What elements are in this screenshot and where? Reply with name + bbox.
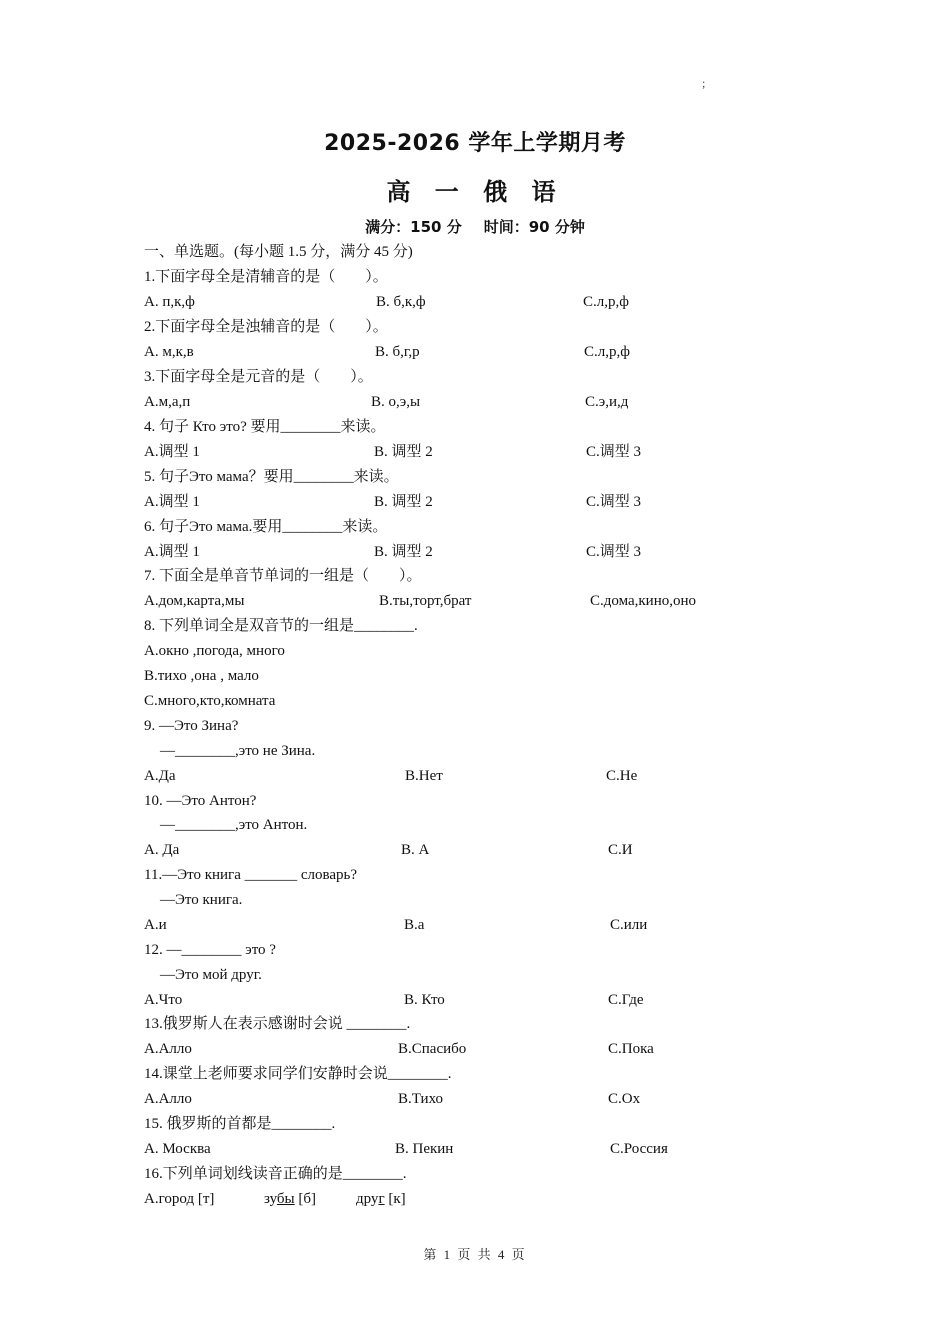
option-a: A. м,к,в <box>144 344 194 360</box>
option-c: C.или <box>610 917 648 933</box>
option-b: B.Нет <box>405 768 443 784</box>
question-stem: 4. 句子 Кто это? 要用________来读。 <box>144 419 386 435</box>
option-b: B. 调型 2 <box>374 544 433 560</box>
option-b: B.ты,торт,брат <box>379 593 472 609</box>
word-base: зу <box>264 1191 277 1207</box>
option-c: C.Где <box>608 992 644 1008</box>
option-c: C.Пока <box>608 1041 654 1057</box>
question-stem: 9. —Это Зина? <box>144 718 239 734</box>
question-reply: —________,это не Зина. <box>160 743 316 759</box>
option-a: A.и <box>144 917 167 933</box>
option-c: C.调型 3 <box>586 444 642 460</box>
option-b: B.а <box>404 917 425 933</box>
exam-meta <box>0 216 950 237</box>
option-b: B. 调型 2 <box>374 444 433 460</box>
underlined-letter: г <box>378 1191 385 1207</box>
exam-title: 2025-2026 学年上学期月考 <box>324 131 626 156</box>
option-a: A. Москва <box>144 1141 211 1157</box>
option-b: B.Тихо <box>398 1091 443 1107</box>
option-c: C.调型 3 <box>586 544 642 560</box>
option-b: B. о,э,ы <box>371 394 421 410</box>
question-stem: 1.下面字母全是清辅音的是（ ）。 <box>144 269 388 285</box>
option-a: A.окно ,погода, много <box>144 643 285 659</box>
word-base: дру <box>356 1191 379 1207</box>
question-stem: 2.下面字母全是浊辅音的是（ ）。 <box>144 319 388 335</box>
question-stem: 7. 下面全是单音节单词的一组是（ ）。 <box>144 568 422 584</box>
option-b: B. Кто <box>404 992 445 1008</box>
option-a: A. п,к,ф <box>144 294 195 310</box>
transcription: [б] <box>294 1191 317 1207</box>
underlined-letter: бы <box>276 1191 295 1207</box>
option-a: A.м,а,п <box>144 394 191 410</box>
option-a: A.дом,карта,мы <box>144 593 245 609</box>
section-heading: 一、单选题。(每小题 1.5 分，满分 45 分) <box>144 244 413 260</box>
question-stem: 3.下面字母全是元音的是（ ）。 <box>144 369 373 385</box>
option-b: B. б,к,ф <box>376 294 426 310</box>
option-c: C.Не <box>606 768 638 784</box>
option-a: A.调型 1 <box>144 444 200 460</box>
question-reply: —________,это Антон. <box>160 817 308 833</box>
option-c: C.дома,кино,оно <box>590 593 697 609</box>
question-reply: —Это книга. <box>160 892 243 908</box>
exam-subject: 高 一 俄 语 <box>386 178 564 206</box>
option-c: C.Россия <box>610 1141 668 1157</box>
time-text: 时间：90 分钟 <box>483 218 585 236</box>
option-a-word-2 <box>264 1188 316 1210</box>
score-text: 满分：150 分 <box>365 218 462 236</box>
option-c: C.много,кто,комната <box>144 693 276 709</box>
option-a: A.调型 1 <box>144 544 200 560</box>
option-a-label: A. <box>144 1191 159 1207</box>
transcription: [т] <box>194 1191 215 1207</box>
option-a <box>144 1188 214 1210</box>
question-stem: 12. —________ это ? <box>144 942 276 958</box>
corner-mark: ; <box>702 76 706 90</box>
option-c: C.Ох <box>608 1091 641 1107</box>
question-stem: 15. 俄罗斯的首都是________. <box>144 1116 336 1132</box>
option-a-word-3 <box>356 1188 406 1210</box>
question-stem: 14.课堂上老师要求同学们安静时会说________. <box>144 1066 452 1082</box>
question-stem: 16.下列单词划线读音正确的是________. <box>144 1166 407 1182</box>
option-b: B. б,г,р <box>375 344 420 360</box>
option-c: C.л,р,ф <box>583 294 629 310</box>
option-b: B. 调型 2 <box>374 494 433 510</box>
option-a: A.Что <box>144 992 183 1008</box>
transcription: [к] <box>384 1191 406 1207</box>
question-stem: 11.—Это книга _______ словарь? <box>144 867 358 883</box>
option-a: A.调型 1 <box>144 494 200 510</box>
question-stem: 13.俄罗斯人在表示感谢时会说 ________. <box>144 1016 411 1032</box>
underlined-letter: д <box>186 1191 195 1207</box>
question-stem: 8. 下列单词全是双音节的一组是________. <box>144 618 418 634</box>
question-stem: 6. 句子Это мама.要用________来读。 <box>144 519 388 535</box>
option-a: A. Да <box>144 842 180 858</box>
option-c: C.调型 3 <box>586 494 642 510</box>
option-c: C.л,р,ф <box>584 344 630 360</box>
option-a: A.Да <box>144 768 176 784</box>
option-b: B. А <box>401 842 430 858</box>
question-reply: —Это мой друг. <box>160 967 262 983</box>
question-stem: 5. 句子Это мама？要用________来读。 <box>144 469 399 485</box>
question-stem: 10. —Это Антон? <box>144 793 257 809</box>
option-a: A.Алло <box>144 1041 192 1057</box>
option-c: C.э,и,д <box>585 394 629 410</box>
option-b: B. Пекин <box>395 1141 454 1157</box>
word-base: горо <box>158 1191 187 1207</box>
option-b: B.тихо ,она , мало <box>144 668 259 684</box>
option-a: A.Алло <box>144 1091 192 1107</box>
option-b: B.Спасибо <box>398 1041 467 1057</box>
option-c: C.И <box>608 842 633 858</box>
page-footer: 第 1 页 共 4 页 <box>423 1247 527 1262</box>
